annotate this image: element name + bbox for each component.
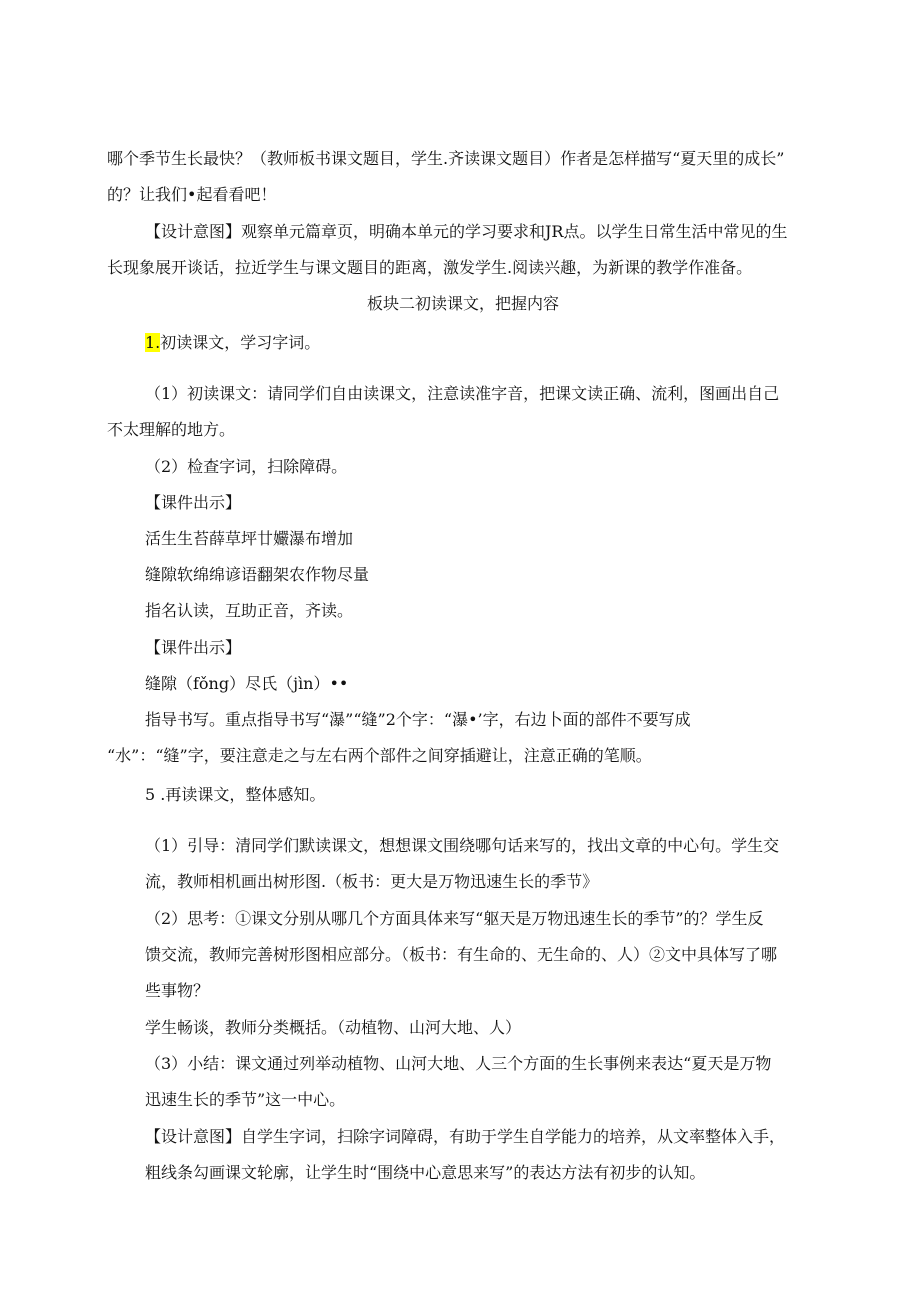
paragraph-line: 馈交流，教师完善树形图相应部分。（板书：有生命的、无生命的、人）②文中具体写了哪 [145,945,778,964]
pinyin-line: 缝隙（fǒng）尽氏（jìn）•• [145,674,349,693]
paragraph-line: 不太理解的地方。 [107,420,236,439]
paragraph-line: 长现象展开谈话，拉近学生与课文题目的距离，激发学生.阅读兴趣，为新课的教学作准备。 [107,258,753,277]
paragraph-line: 学生畅谈，教师分类概括。（动植物、山河大地、人） [145,1018,522,1037]
step-heading: 5 .再读课文，整体感知。 [145,785,326,804]
paragraph-line: 哪个季节生长最快？（教师板书课文题目，学生.齐读课文题目）作者是怎样描写“夏天里的成长” [107,149,785,168]
paragraph-line: 流，教师相机画出树形图.（板书：更大是万物迅速生长的季节》 [145,872,599,891]
paragraph-line: （1）引导：清同学们默读课文，想想课文围绕哪句话来写的，找出文章的中心句。学生交 [145,836,780,855]
paragraph-line: “水”：“缝”字，要注意走之与左右两个部件之间穿插避让，注意正确的笔顺。 [107,746,652,765]
paragraph-line: 迅速生长的季节”这一中心。 [145,1090,346,1109]
paragraph-line: （3）小结：课文通过列举动植物、山河大地、人三个方面的生长事例来表达“夏天是万物 [145,1054,772,1073]
section-heading: 板块二初读课文，把握内容 [367,294,560,313]
highlight-marker: 1. [145,333,161,352]
step-heading [145,332,320,354]
paragraph-line: 些事物？ [145,981,210,1000]
design-intent-line: 【设计意图】观察单元篇章页，明确本单元的学习要求和JR点。以学生日常生活中常见的生 [145,222,788,241]
courseware-label: 【课件出示】 [145,638,242,657]
paragraph-line: （2）思考：①课文分别从哪几个方面具体来写“躯天是万物迅速生长的季节”的？学生反 [145,909,764,928]
word-list-line: 活生生苔薛草坪廿孍瀑布增加 [145,529,354,548]
paragraph-line: 的？让我们•起看看吧！ [107,185,277,204]
word-list-line: 缝隙软绵绵谚语翻架农作物尽量 [145,565,370,584]
paragraph-line: （2）检查字词，扫除障碍。 [145,457,348,476]
courseware-label: 【课件出示】 [145,493,242,512]
step-heading-text: 初读课文，学习字词。 [160,333,321,352]
paragraph-line: （1）初读课文：请同学们自由读课文，注意读准字音，把课文读正确、流利，图画出自己 [145,384,780,403]
design-intent-line: 【设计意图】自学生字词，扫除字词障碍，有助于学生自学能力的培养，从文率整体入手， [145,1127,786,1146]
paragraph-line: 指名认读，互助正音，齐读。 [145,601,354,620]
paragraph-line: 指导书写。重点指导书写“瀑”“缝”2个字：“瀑•’字，右边卜面的部件不要写成 [145,710,691,729]
paragraph-line: 粗线条勾画课文轮廓，让学生时“围绕中心意思来写”的表达方法有初步的认知。 [145,1163,706,1182]
